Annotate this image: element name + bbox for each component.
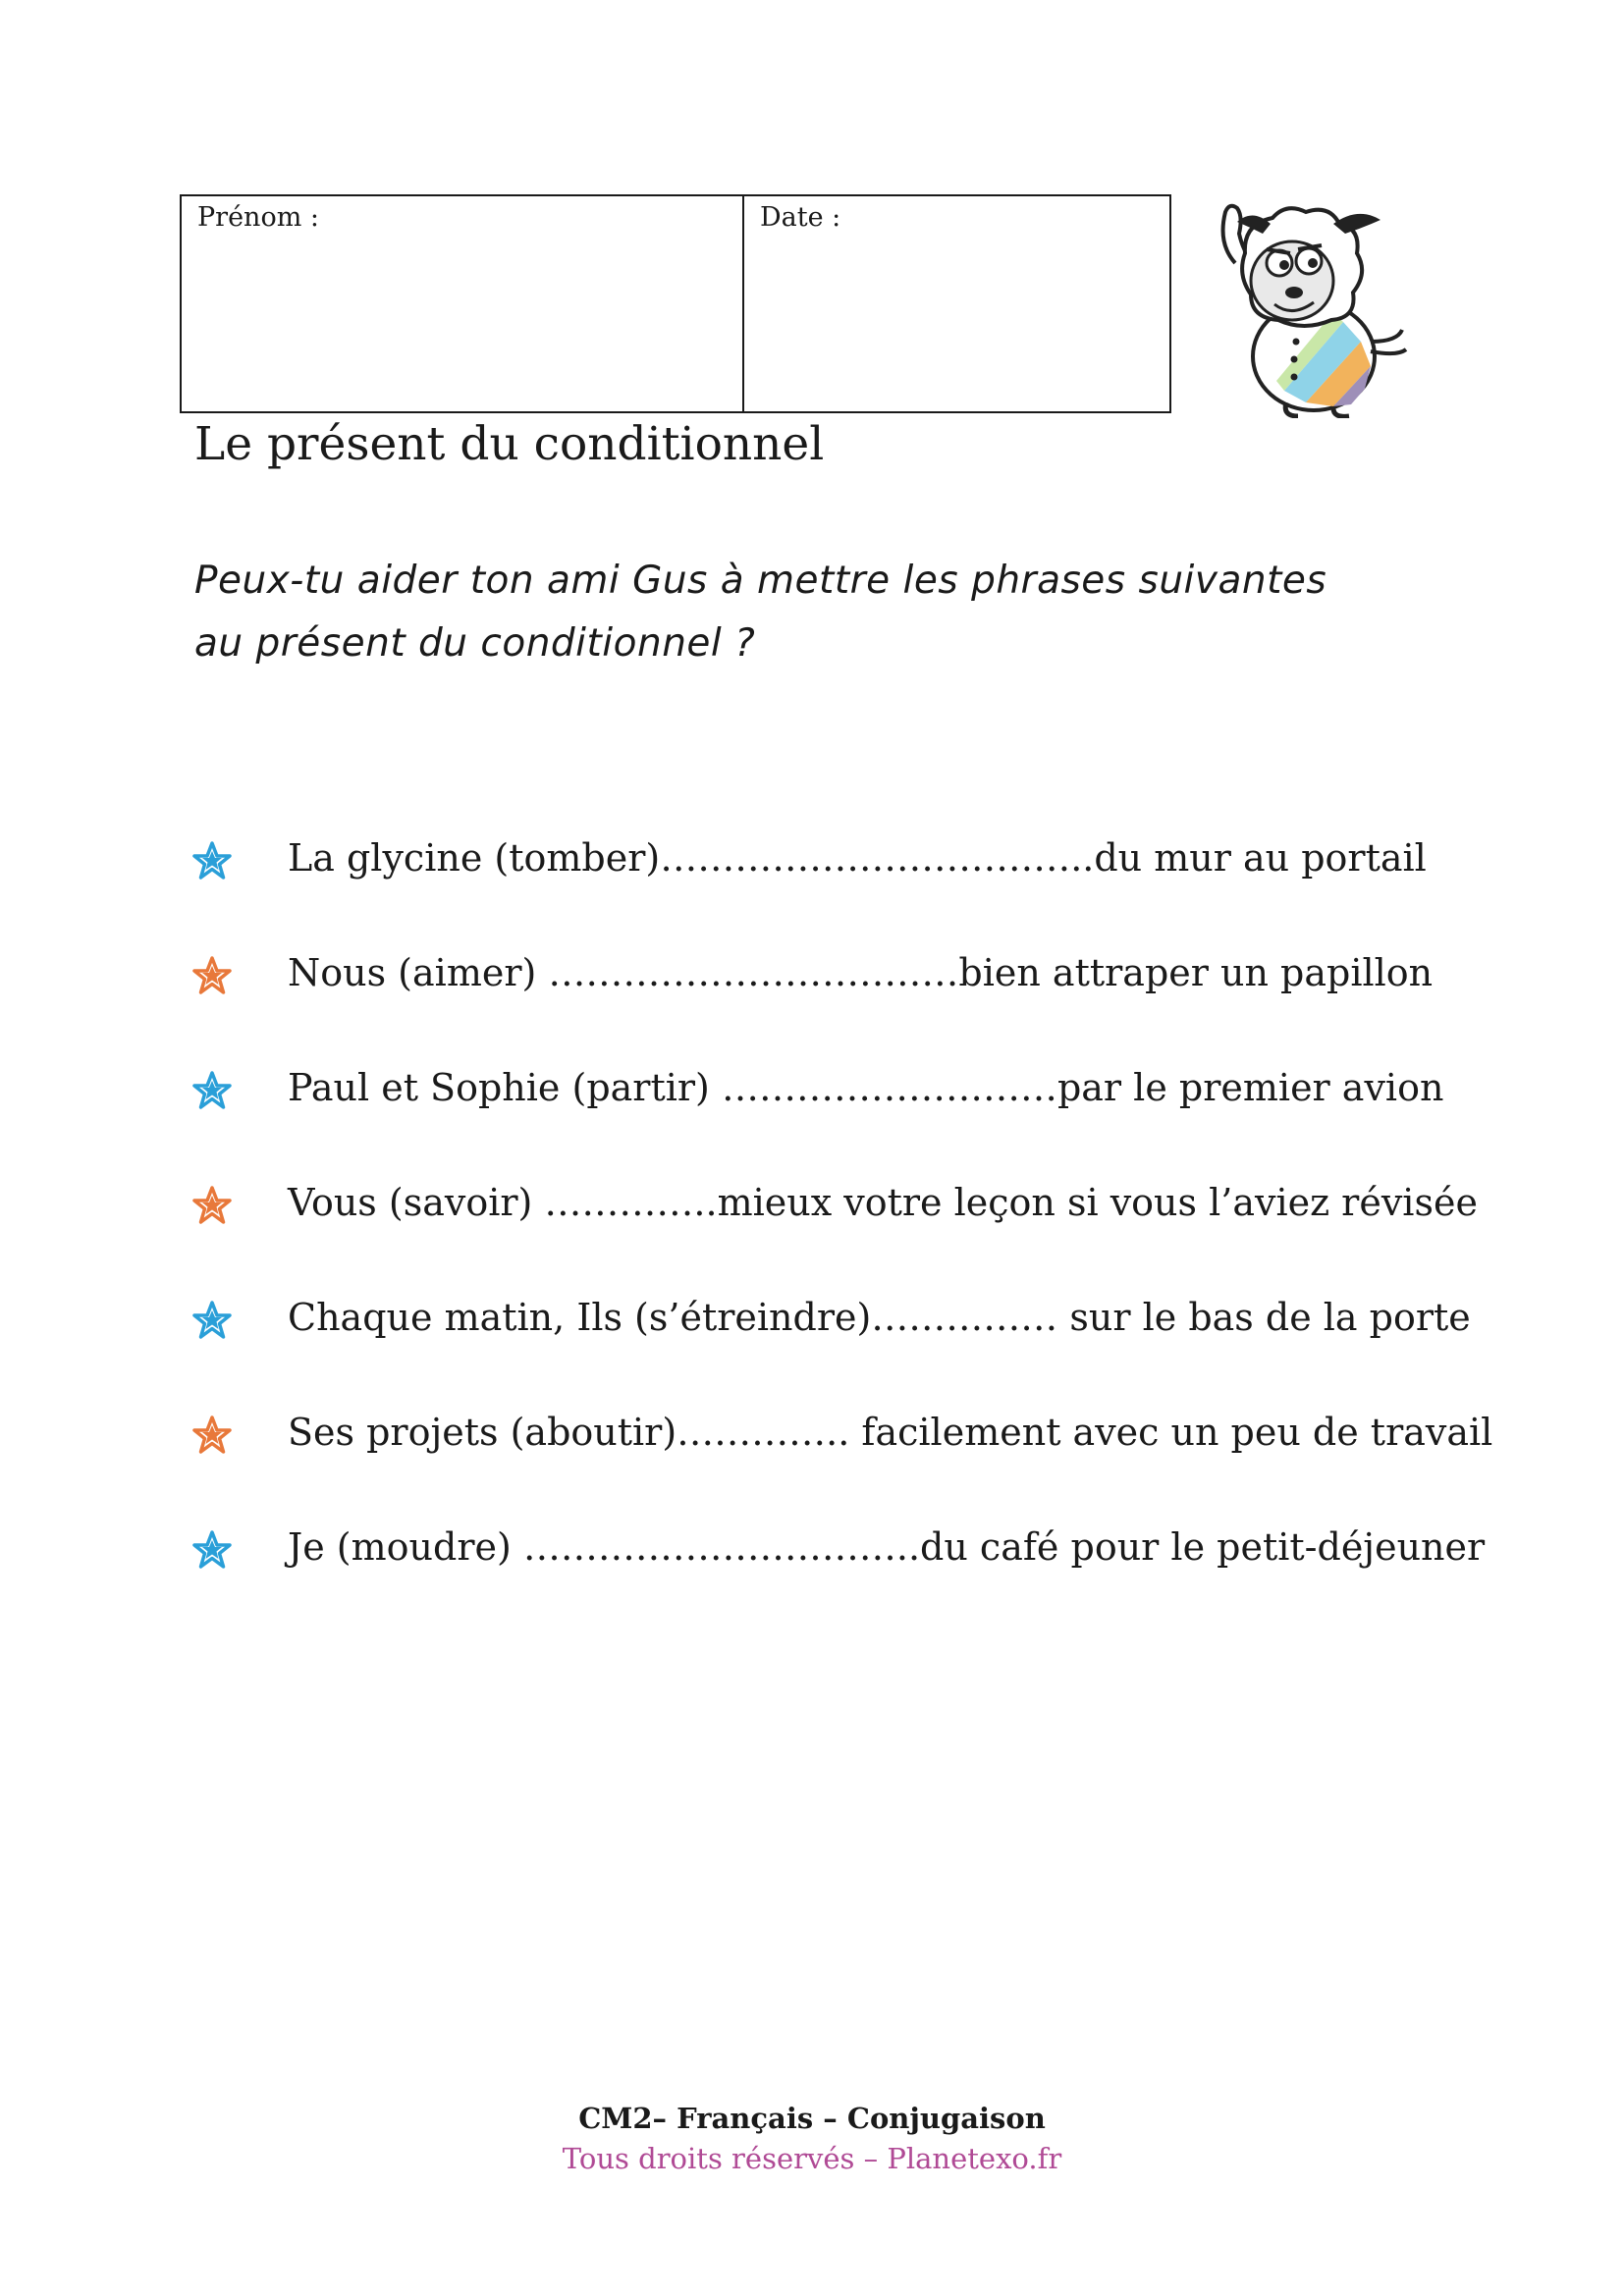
star-blue-icon — [191, 1529, 233, 1571]
star-orange-icon — [191, 955, 233, 996]
list-item — [191, 1294, 1471, 1409]
exercise-sentence[interactable]: Ses projets (aboutir)………….. facilement avec un peu de travail — [288, 1411, 1493, 1454]
star-orange-icon — [191, 1415, 233, 1456]
footer-copyright: Tous droits réservés – Planetexo.fr — [562, 2141, 1062, 2175]
exercise-sentence[interactable]: Je (moudre) …………………………..du café pour le petit-déjeuner — [288, 1525, 1486, 1569]
prenom-label: Prénom : — [197, 202, 319, 233]
exercise-list — [191, 834, 1493, 1638]
list-item — [191, 834, 1468, 949]
list-item — [191, 949, 1468, 1064]
list-item — [191, 1523, 1486, 1638]
instruction-line-1: Peux-tu aider ton ami Gus à mettre les phrases suivantes — [194, 559, 1327, 603]
instruction-text — [194, 550, 1471, 675]
star-blue-icon — [191, 1070, 233, 1111]
list-item — [191, 1064, 1468, 1179]
exercise-sentence[interactable]: Vous (savoir) …………..mieux votre leçon si vous l’aviez révisée — [288, 1181, 1478, 1224]
instruction-line-2: au présent du conditionnel ? — [194, 621, 756, 666]
footer-course-label: CM2– Français – Conjugaison — [578, 2102, 1046, 2135]
star-blue-icon — [191, 1300, 233, 1341]
list-item — [191, 1409, 1493, 1523]
date-field[interactable] — [744, 196, 1169, 411]
exercise-sentence[interactable]: La glycine (tomber)……………………………..du mur au portail — [288, 836, 1427, 880]
star-orange-icon — [191, 1185, 233, 1226]
date-label: Date : — [760, 202, 841, 233]
list-item — [191, 1179, 1478, 1294]
page-title: Le présent du conditionnel — [194, 417, 825, 471]
prenom-field[interactable] — [182, 196, 744, 411]
name-date-box — [180, 194, 1171, 413]
exercise-sentence[interactable]: Paul et Sophie (partir) ………………………par le premier avion — [288, 1066, 1444, 1109]
exercise-sentence[interactable]: Chaque matin, Ils (s’étreindre)…………… sur le bas de la porte — [288, 1296, 1471, 1339]
sheep-mascot-icon — [1196, 194, 1412, 418]
footer — [0, 2099, 1624, 2178]
star-blue-icon — [191, 840, 233, 881]
exercise-sentence[interactable]: Nous (aimer) ……………………………bien attraper un papillon — [288, 951, 1434, 994]
